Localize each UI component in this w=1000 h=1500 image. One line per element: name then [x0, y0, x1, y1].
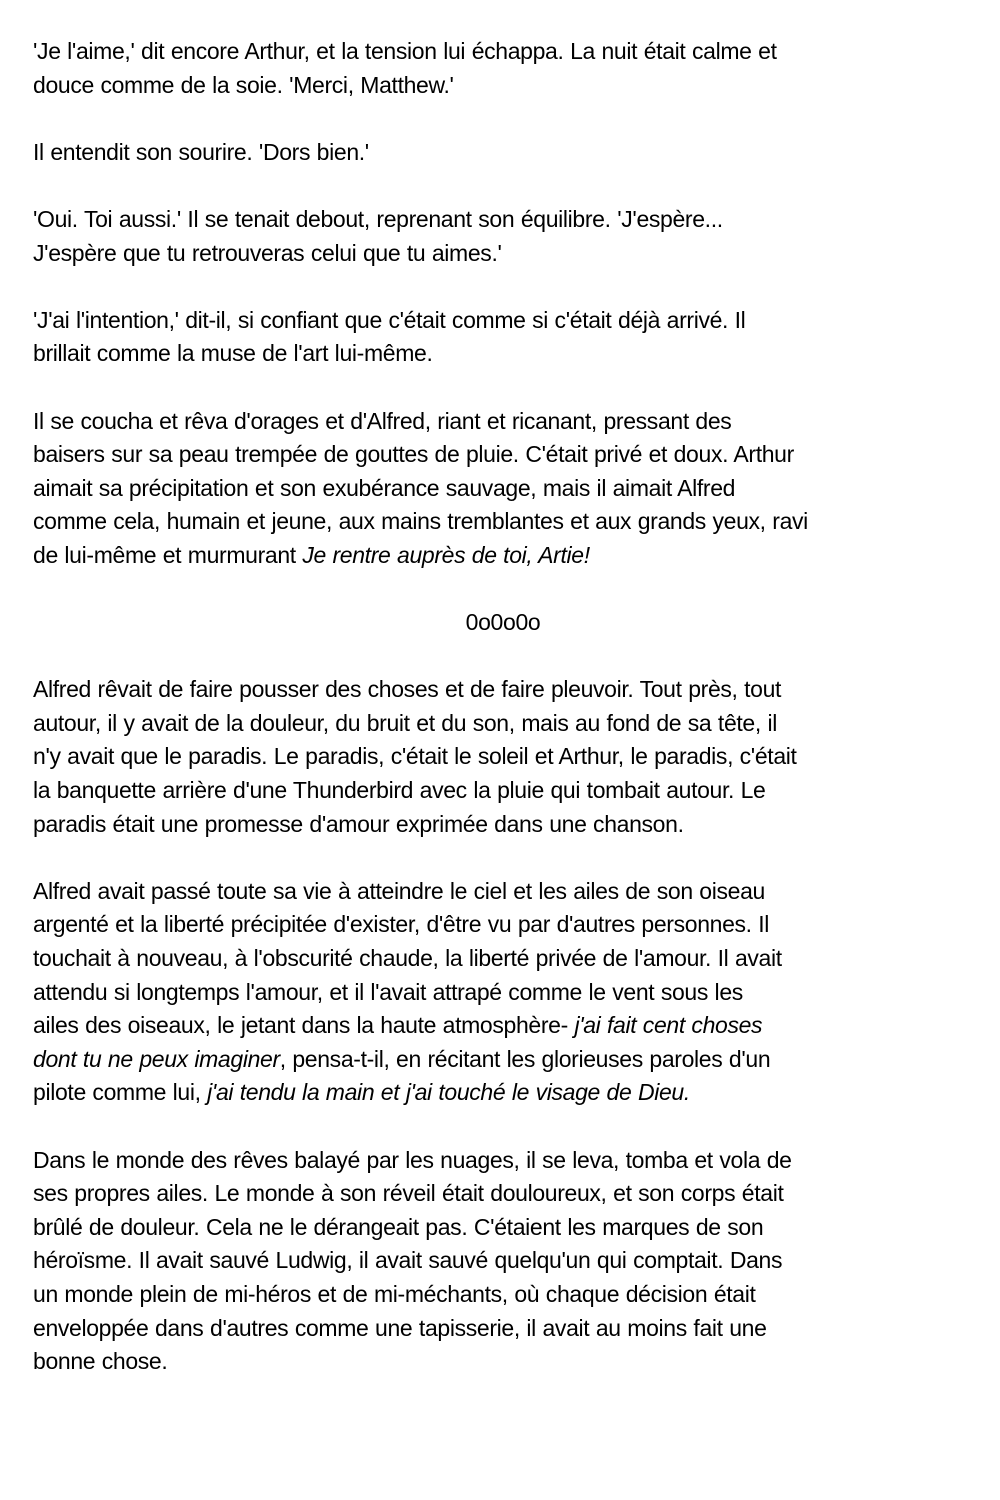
text-line — [33, 1312, 973, 1346]
text-run: Il entendit son sourire. 'Dors bien.' — [33, 138, 369, 165]
text-run: n'y avait que le paradis. Le paradis, c'était le soleil et Arthur, le paradis, c'était — [33, 743, 797, 770]
text-run: pilote comme lui, — [33, 1079, 208, 1106]
text-run: Alfred rêvait de faire pousser des choses et de faire pleuvoir. Tout près, tout — [33, 676, 782, 703]
italic-text: j'ai fait cent choses — [574, 1012, 763, 1039]
text-line — [33, 908, 973, 942]
text-line — [33, 1076, 973, 1110]
paragraph — [33, 136, 973, 170]
text-run: 'J'ai l'intention,' dit-il, si confiant que c'était comme si c'était déjà arrivé. Il — [33, 306, 746, 333]
text-run: bonne chose. — [33, 1348, 168, 1375]
paragraph — [33, 35, 973, 102]
text-line — [33, 472, 973, 506]
text-run: comme cela, humain et jeune, aux mains tremblantes et aux grands yeux, ravi — [33, 508, 808, 535]
section-after-separator — [33, 673, 973, 1378]
text-line — [33, 740, 973, 774]
text-line — [33, 1278, 973, 1312]
paragraph — [33, 304, 973, 371]
text-run: enveloppée dans d'autres comme une tapisserie, il avait au moins fait une — [33, 1314, 767, 1341]
text-run: de lui-même et murmurant — [33, 541, 303, 568]
text-line — [33, 1211, 973, 1245]
text-line — [33, 136, 973, 170]
text-line — [33, 1345, 973, 1379]
text-line — [33, 35, 973, 69]
text-line — [33, 69, 973, 103]
paragraph — [33, 203, 973, 270]
text-line — [33, 1144, 973, 1178]
paragraph — [33, 1144, 973, 1379]
text-run: brûlé de douleur. Cela ne le dérangeait pas. C'étaient les marques de son — [33, 1213, 764, 1240]
text-line — [33, 505, 973, 539]
paragraph — [33, 673, 973, 841]
text-line — [33, 942, 973, 976]
text-line — [33, 337, 973, 371]
text-line — [33, 237, 973, 271]
text-run: brillait comme la muse de l'art lui-même. — [33, 340, 433, 367]
text-run: aimait sa précipitation et son exubérance sauvage, mais il aimait Alfred — [33, 474, 736, 501]
paragraph — [33, 875, 973, 1110]
scene-separator: 0o0o0o — [465, 609, 541, 636]
text-line — [33, 1009, 973, 1043]
text-line — [33, 1244, 973, 1278]
text-run: ses propres ailes. Le monde à son réveil était douloureux, et son corps était — [33, 1180, 784, 1207]
text-run: Dans le monde des rêves balayé par les nuages, il se leva, tomba et vola de — [33, 1146, 792, 1173]
text-run: argenté et la liberté précipitée d'exister, d'être vu par d'autres personnes. Il — [33, 911, 770, 938]
text-line — [33, 875, 973, 909]
text-run: un monde plein de mi-héros et de mi-méchants, où chaque décision était — [33, 1280, 756, 1307]
italic-text: j'ai tendu la main et j'ai touché le visage de Dieu. — [207, 1079, 690, 1106]
document-page — [33, 35, 973, 1412]
text-line — [33, 539, 973, 573]
text-run: douce comme de la soie. 'Merci, Matthew.' — [33, 71, 454, 98]
text-line — [33, 405, 973, 439]
text-run: baisers sur sa peau trempée de gouttes de pluie. C'était privé et doux. Arthur — [33, 441, 794, 468]
italic-text: dont tu ne peux imaginer — [33, 1045, 280, 1072]
text-run: attendu si longtemps l'amour, et il l'avait attrapé comme le vent sous les — [33, 978, 743, 1005]
text-run: 'Je l'aime,' dit encore Arthur, et la tension lui échappa. La nuit était calme et — [33, 38, 777, 64]
section-before-separator — [33, 35, 973, 573]
text-line — [33, 673, 973, 707]
text-run: paradis était une promesse d'amour exprimée dans une chanson. — [33, 810, 684, 837]
text-run: Il se coucha et rêva d'orages et d'Alfred, riant et ricanant, pressant des — [33, 407, 732, 434]
text-line — [33, 438, 973, 472]
text-line — [33, 1043, 973, 1077]
text-run: la banquette arrière d'une Thunderbird avec la pluie qui tombait autour. Le — [33, 777, 766, 804]
italic-text: Je rentre auprès de toi, Artie! — [302, 541, 590, 568]
text-run: héroïsme. Il avait sauvé Ludwig, il avait sauvé quelqu'un qui comptait. Dans — [33, 1247, 783, 1274]
text-line — [33, 976, 973, 1010]
paragraph — [33, 405, 973, 573]
text-run: J'espère que tu retrouveras celui que tu aimes.' — [33, 239, 502, 266]
text-run: touchait à nouveau, à l'obscurité chaude, la liberté privée de l'amour. Il avait — [33, 945, 782, 972]
text-run: , pensa-t-il, en récitant les glorieuses paroles d'un — [279, 1045, 771, 1072]
text-line — [33, 707, 973, 741]
text-run: 'Oui. Toi aussi.' Il se tenait debout, reprenant son équilibre. 'J'espère... — [33, 205, 723, 232]
text-line — [33, 1177, 973, 1211]
text-run: ailes des oiseaux, le jetant dans la haute atmosphère- — [33, 1012, 575, 1039]
text-run: Alfred avait passé toute sa vie à atteindre le ciel et les ailes de son oiseau — [33, 877, 765, 904]
text-line — [33, 808, 973, 842]
text-line — [33, 774, 973, 808]
text-run: autour, il y avait de la douleur, du bruit et du son, mais au fond de sa tête, il — [33, 709, 777, 736]
text-line — [33, 304, 973, 338]
text-line — [33, 203, 973, 237]
